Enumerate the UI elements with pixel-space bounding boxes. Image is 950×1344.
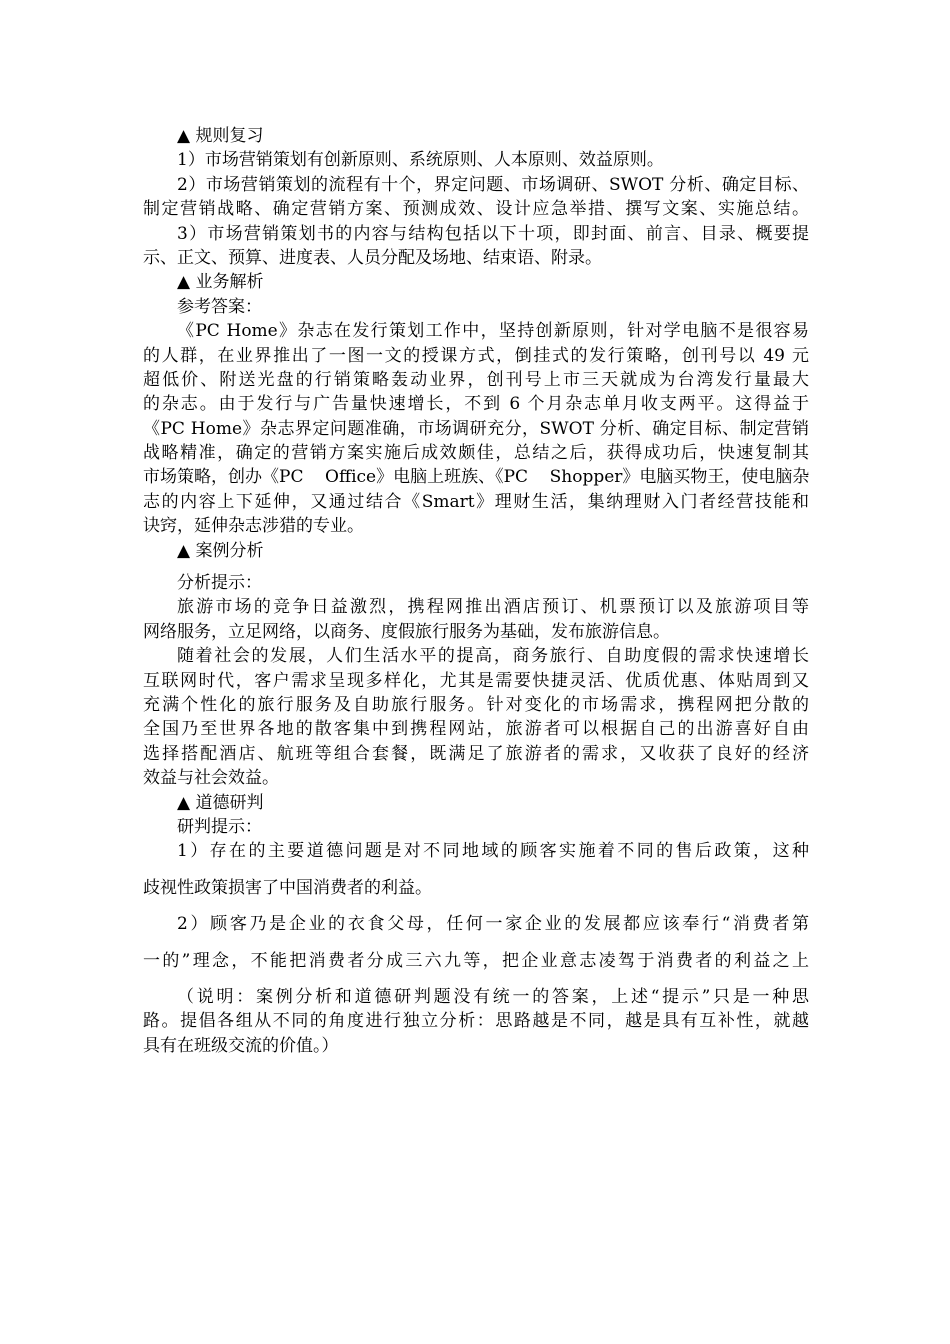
note-line: 具有在班级交流的价值。） [143,1035,339,1056]
paragraph-line: 歧视性政策损害了中国消费者的利益。 [143,877,432,898]
paragraph-line: 战略精准，确定的营销方案实施后成效颇佳，总结之后，获得成功后，快速复制其 [143,443,809,464]
paragraph-line: 一的”理念，不能把消费者分成三六九等，把企业意志凌驾于消费者的利益之上 [143,950,809,971]
paragraph-line: 制定营销战略、确定营销方案、预测成效、设计应急举措、撰写文案、实施总结。 [143,199,809,220]
paragraph-line: 3）市场营销策划书的内容与结构包括以下十项，即封面、前言、目录、概要提 [177,223,809,244]
paragraph-line: 充满个性化的旅行服务及自助旅行服务。针对变化的市场需求，携程网把分散的 [143,694,809,715]
paragraph-line: 1）市场营销策划有创新原则、系统原则、人本原则、效益原则。 [177,150,664,171]
paragraph-line: 志的内容上下延伸，又通过结合《Smart》理财生活，集纳理财入门者经营技能和 [143,491,809,512]
note-line: （说明：案例分析和道德研判题没有统一的答案，上述“提示”只是一种思 [177,986,809,1007]
paragraph-line: 诀窍，延伸杂志涉猎的专业。 [143,516,364,537]
paragraph-line: 效益与社会效益。 [143,768,279,789]
paragraph-line: 2）市场营销策划的流程有十个，界定问题、市场调研、SWOT 分析、确定目标、 [177,174,809,195]
document-body [143,124,809,1058]
paragraph-line: 市场策略，创办《PC Office》电脑上班族、《PC Shopper》电脑买物王，使电脑杂 [143,467,810,488]
section-subheading: 研判提示： [177,816,262,837]
section-heading-case-analysis: ▲ 案例分析 [177,540,264,561]
paragraph-line: 《PC Home》杂志在发行策划工作中，坚持创新原则，针对学电脑不是很容易 [177,321,809,342]
paragraph-line: 选择搭配酒店、航班等组合套餐，既满足了旅游者的需求，又收获了良好的经济 [143,743,809,764]
paragraph-line: 随着社会的发展，人们生活水平的提高，商务旅行、自助度假的需求快速增长 [177,646,809,667]
paragraph-line: 1）存在的主要道德问题是对不同地域的顾客实施着不同的售后政策，这种 [177,841,809,862]
section-heading-rules-review: ▲ 规则复习 [177,126,264,146]
section-heading-ethics: ▲ 道德研判 [177,792,264,813]
paragraph-line: 超低价、附送光盘的行销策略轰动业界，创刊号上市三天就成为台湾发行量最大 [143,369,809,390]
section-subheading: 分析提示： [177,573,262,594]
section-heading-business-analysis: ▲ 业务解析 [177,272,264,293]
section-subheading: 参考答案： [177,296,262,317]
paragraph-line: 的杂志。由于发行与广告量快速增长，不到 6 个月杂志单月收支两平。这得益于 [143,394,809,415]
paragraph-line: 《PC Home》杂志界定问题准确，市场调研充分，SWOT 分析、确定目标、制定营销 [143,418,809,439]
paragraph-line: 全国乃至世界各地的散客集中到携程网站，旅游者可以根据自己的出游喜好自由 [143,719,809,740]
paragraph-line: 的人群，在业界推出了一图一文的授课方式，倒挂式的发行策略，创刊号以 49 元 [143,345,809,366]
paragraph-line: 旅游市场的竞争日益激烈，携程网推出酒店预订、机票预订以及旅游项目等 [177,597,809,618]
paragraph-line: 网络服务，立足网络，以商务、度假旅行服务为基础，发布旅游信息。 [143,621,670,642]
note-line: 路。提倡各组从不同的角度进行独立分析：思路越是不同，越是具有互补性，就越 [143,1011,809,1032]
paragraph-line: 互联网时代，客户需求呈现多样化，尤其是需要快捷灵活、优质优惠、体贴周到又 [143,670,809,691]
paragraph-line: 2）顾客乃是企业的衣食父母，任何一家企业的发展都应该奉行“消费者第 [177,914,809,935]
paragraph-line: 示、正文、预算、进度表、人员分配及场地、结束语、附录。 [143,247,602,268]
